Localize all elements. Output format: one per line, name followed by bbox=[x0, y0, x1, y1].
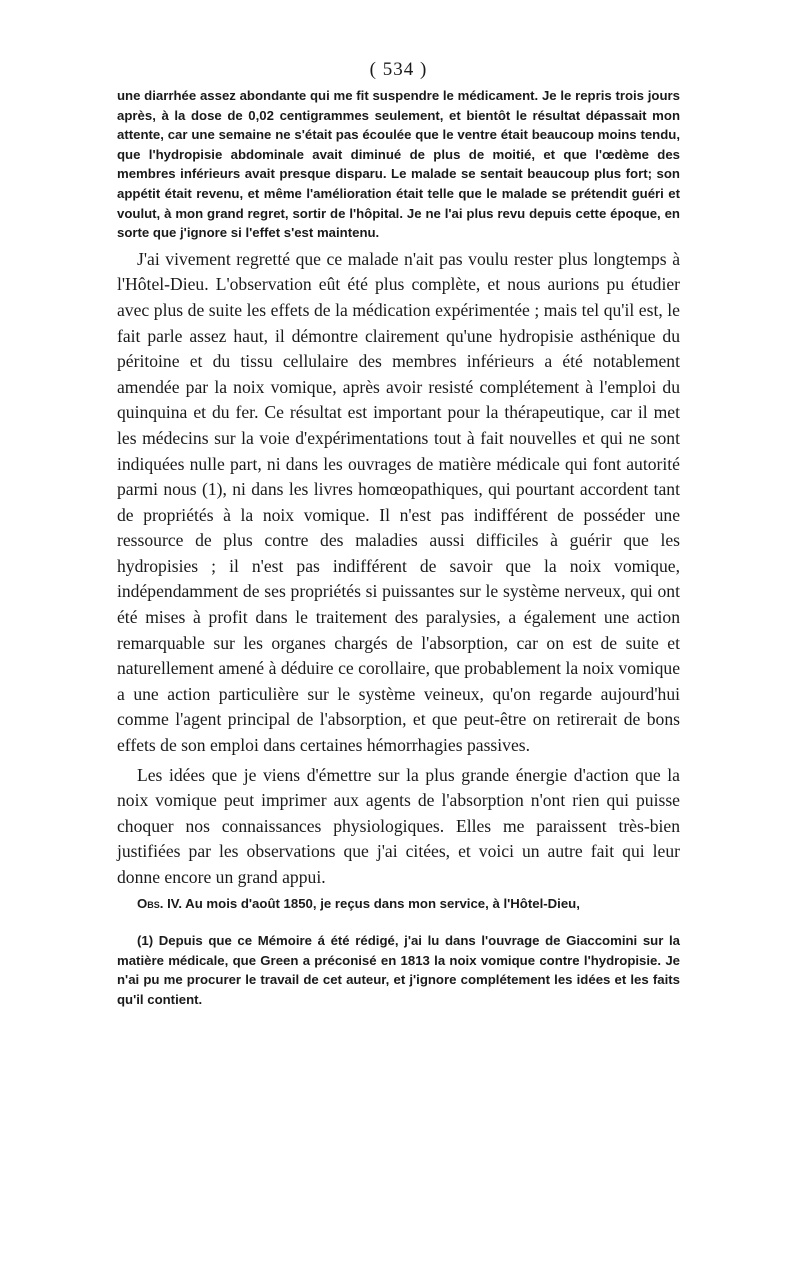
footnote: (1) Depuis que ce Mémoire á été rédigé, j'ai lu dans l'ouvrage de Giaccomini sur la matière médicale, que Green a préconisé en 1813 la noix vomique contre l'hydropisie. Je n'ai pu me procurer le travail de cet auteur, et j'ignore complétement les idées et les faits qu'il contient. bbox=[117, 933, 680, 1007]
body-paragraph: Les idées que je viens d'émettre sur la plus grande énergie d'action que la noix vomique peut imprimer aux agents de l'absorption n'ont rien qui puisse choquer nos connaissances physiologiques. Elles me paraissent très-bien justifiées par les observations que j'ai citées, et voici un autre fait qui leur donne encore un grand appui. bbox=[117, 764, 680, 887]
page-number: ( 534 ) bbox=[369, 59, 428, 80]
book-page bbox=[117, 58, 680, 1010]
continuation-paragraph: une diarrhée assez abondante qui me fit suspendre le médicament. Je le repris trois jours après, à la dose de 0,02 centigrammes seulement, et bientôt le résultat dépassait mon attente, car une semaine ne s'était pas écoulée que le ventre était beaucoup moins tendu, que l'hydropisie abdominale avait diminué de plus de moitié, et que l'œdème des membres inférieurs avait presque disparu. Le malade se sentait beaucoup plus fort; son appétit était revenu, et même l'amélioration était telle que le malade se prétendit guéri et voulut, à mon grand regret, sortir de l'hôpital. Je ne l'ai plus revu depuis cette époque, en sorte que j'ignore si l'effet s'est maintenu. bbox=[117, 88, 680, 241]
observation-label: Obs. IV. bbox=[137, 895, 182, 911]
body-paragraph: J'ai vivement regretté que ce malade n'ait pas voulu rester plus longtemps à l'Hôtel-Dieu. L'observation eût été plus complète, et nous aurions pu étudier avec plus de suite les effets de la médication expérimentée ; mais tel qu'il est, le fait parle assez haut, il démontre clairement qu'une hydropisie asthénique du péritoine et du tissu cellulaire des membres inférieurs a été notablement amendée par la noix vomique, après avoir resisté complétement à l'emploi du quinquina et du fer. Ce résultat est important pour la thérapeutique, car il met les médecins sur la voie d'expérimentations tout à fait nouvelles et qui ne sont indiquées nulle part, ni dans les ouvrages de matière médicale qui font autorité parmi nous (1), ni dans les livres homœopathiques, qui pourtant accordent tant de propriétés à la noix vomique. Il n'est pas indifférent de posséder une ressource de plus contre des maladies aussi difficiles à guérir que les hydropisies ; il n'est pas indifférent de savoir que la noix vomique, indépendamment de ses propriétés si puissantes sur le système nerveux, qui ont été mises à profit dans le traitement des paralysies, a également une action remarquable sur les organes chargés de l'absorption, car on est de suite et naturellement amené à déduire ce corollaire, que probablement la noix vomique a une action particulière sur le système veineux, qu'on regarde aujourd'hui comme l'agent principal de l'absorption, et que peut-être on retirerait de bons effets de son emploi dans certaines hémorrhagies passives. bbox=[117, 248, 680, 756]
observation-heading bbox=[117, 894, 680, 914]
observation-text: Au mois d'août 1850, je reçus dans mon service, à l'Hôtel-Dieu, bbox=[182, 895, 580, 911]
